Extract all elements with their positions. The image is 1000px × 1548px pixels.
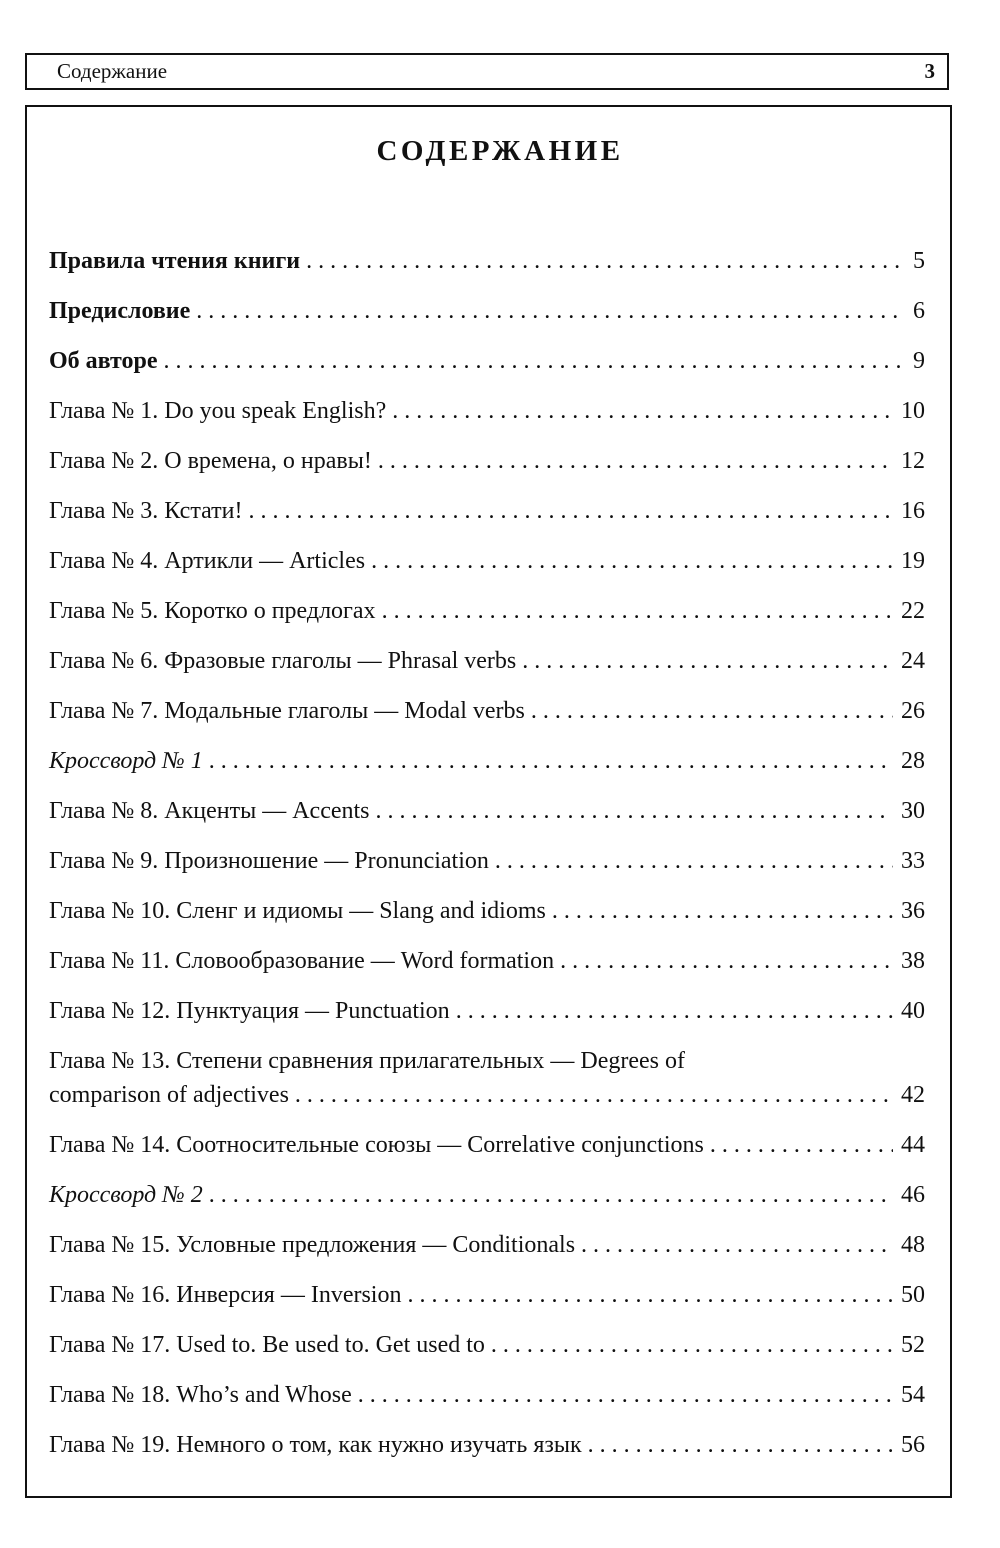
toc-entry[interactable] [49,1278,925,1328]
toc-entry-title: Глава № 15. Условные предложения — Conditionals [49,1232,576,1258]
toc-entry-title: Кроссворд № 2 [49,1182,203,1208]
dot-leader [456,994,893,1028]
toc-entry[interactable] [49,544,925,594]
toc-entry-13[interactable] [49,1044,925,1128]
toc-entry[interactable] [49,644,925,694]
toc-entry[interactable] [49,1128,925,1178]
toc-entry-page: 22 [901,598,925,624]
toc-entry[interactable] [49,594,925,644]
toc-entry-page: 46 [901,1182,925,1208]
toc-entry[interactable] [49,744,925,794]
toc-entry[interactable] [49,694,925,744]
dot-leader [495,844,893,878]
toc-entry-page: 24 [901,648,925,674]
toc-entry[interactable] [49,1378,925,1428]
dot-leader [295,1078,893,1112]
dot-leader [522,644,893,678]
toc-title: СОДЕРЖАНИЕ [376,135,624,167]
toc-entry[interactable] [49,794,925,844]
toc-entry-title: Предисловие [49,298,191,324]
toc-entry-page: 38 [901,948,925,974]
toc-entry[interactable] [49,994,925,1044]
toc-entry-page: 10 [901,398,925,424]
toc-entry[interactable] [49,1328,925,1378]
toc-entry-title: Глава № 12. Пунктуация — Punctuation [49,998,450,1024]
dot-leader [209,1178,893,1212]
toc-entry[interactable] [49,1228,925,1278]
toc-entry-title: Глава № 6. Фразовые глаголы — Phrasal verbs [49,648,517,674]
toc-entry-page: 36 [901,898,925,924]
toc-entry-title: Глава № 7. Модальные глаголы — Modal verbs [49,698,525,724]
section-title: Содержание [57,59,168,83]
dot-leader [248,494,893,528]
dot-leader [306,244,905,278]
dot-leader [552,894,893,928]
toc-entry-title: Глава № 14. Соотносительные союзы — Correlative conjunctions [49,1132,704,1158]
toc-entry-page: 44 [901,1132,925,1158]
dot-leader [209,744,893,778]
toc-entry-page: 28 [901,748,925,774]
toc-entry-page: 12 [901,448,925,474]
toc-entry[interactable] [49,894,925,944]
dot-leader [491,1328,893,1362]
toc-entry-page: 56 [901,1432,925,1458]
toc-entry[interactable] [49,244,925,294]
toc-entry-page: 54 [901,1382,925,1408]
toc-entry-title: Глава № 16. Инверсия — Inversion [49,1282,402,1308]
toc-entry[interactable] [49,444,925,494]
toc-entry-page: 19 [901,548,925,574]
toc-entry-title: Кроссворд № 1 [49,748,203,774]
toc-entry-page: 9 [913,348,925,374]
dot-leader [407,1278,893,1312]
toc-entry-page: 26 [901,698,925,724]
toc-entry-title: Глава № 17. Used to. Be used to. Get used to [49,1332,485,1358]
toc-entry-title: Глава № 10. Сленг и идиомы — Slang and idioms [49,898,546,924]
toc-entry[interactable] [49,1178,925,1228]
dot-leader [560,944,893,978]
toc-entry[interactable] [49,944,925,994]
toc-entry-title: Глава № 9. Произношение — Pronunciation [49,848,489,874]
toc-entry-page: 30 [901,798,925,824]
dot-leader [531,694,893,728]
running-header [25,53,949,90]
toc-entry-page: 42 [901,1082,925,1108]
toc-entry-title: Глава № 8. Акценты — Accents [49,798,370,824]
toc-entry-title: Глава № 1. Do you speak English? [49,398,387,424]
toc-entry-page: 40 [901,998,925,1024]
dot-leader [392,394,893,428]
toc-entry-page: 50 [901,1282,925,1308]
toc-entry-page: 6 [913,298,925,324]
dot-leader [371,544,893,578]
toc-entry-title: Об авторе [49,348,158,374]
toc-entry-title-line2: comparison of adjectives [49,1082,289,1108]
toc-entry-title: Глава № 2. О времена, о нравы! [49,448,372,474]
dot-leader [164,344,905,378]
toc-entry-title-line1: Глава № 13. Степени сравнения прилагательных — Degrees of [49,1048,685,1074]
dot-leader [378,444,893,478]
toc-entry[interactable] [49,394,925,444]
dot-leader [376,794,893,828]
dot-leader [382,594,893,628]
toc-entry-title: Глава № 18. Who’s and Whose [49,1382,352,1408]
toc-entry-title: Глава № 3. Кстати! [49,498,243,524]
toc-entry-title: Глава № 4. Артикли — Articles [49,548,366,574]
toc-entry-title: Глава № 11. Словообразование — Word formation [49,948,555,974]
dot-leader [588,1428,893,1462]
dot-leader [710,1128,893,1162]
toc-entry-page: 5 [913,248,925,274]
toc-entry[interactable] [49,1428,925,1478]
toc-entry-page: 33 [901,848,925,874]
dot-leader [581,1228,893,1262]
toc-entry[interactable] [49,344,925,394]
toc-list [49,244,925,1478]
dot-leader [358,1378,893,1412]
toc-entry[interactable] [49,294,925,344]
toc-entry-title: Правила чтения книги [49,248,301,274]
toc-entry-page: 52 [901,1332,925,1358]
toc-entry[interactable] [49,844,925,894]
toc-entry-title: Глава № 5. Коротко о предлогах [49,598,376,624]
dot-leader [196,294,905,328]
toc-entry-page: 48 [901,1232,925,1258]
toc-entry-title: Глава № 19. Немного о том, как нужно изучать язык [49,1432,582,1458]
page-number: 3 [924,59,935,83]
toc-entry-page: 16 [901,498,925,524]
toc-entry[interactable] [49,494,925,544]
